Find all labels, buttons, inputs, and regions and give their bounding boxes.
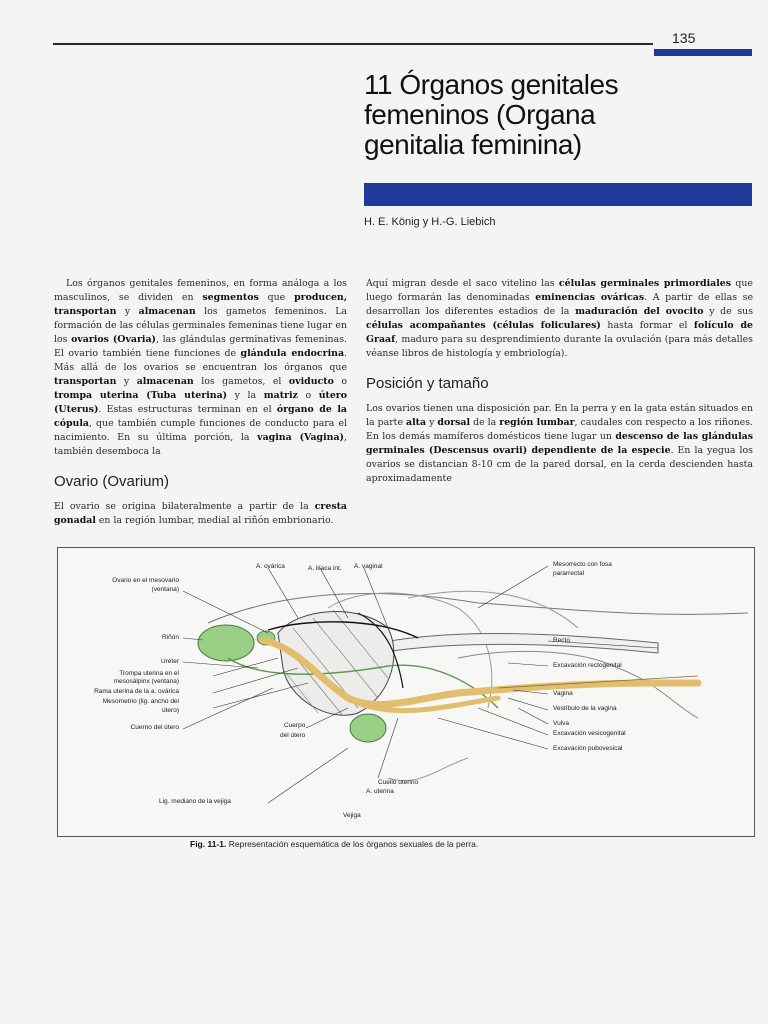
label-mesorectum: Mesorrecto con fosa — [553, 561, 612, 568]
figure-caption — [190, 839, 478, 849]
label-mesometrium: Mesometrio (lig. ancho del — [102, 698, 179, 705]
label-median-ligament: Lig. mediano de la vejiga — [159, 798, 231, 805]
intro-paragraph: Los órganos genitales femeninos, en forma análoga a los masculinos, se dividen en segmentos que producen, transportan y almacenan los gametos femeninos. La formación de las células germinales femeninas tiene lugar en los ovarios (Ovaria), las glándulas germinativas femeninas. El ovario también tiene funciones de glándula endocrina. Más allá de los ovarios se encuentran los órganos que transportan y almacenan los gametos, el oviducto o trompa uterina (Tuba uterina) y la matriz o útero (Uterus). Estas estructuras terminan en el órgano de la cópula, que también cumple funciones de conducto para el nacimiento. En su última porción, la vagina (Vagina), también desemboca la — [54, 278, 348, 457]
label-ovary-window: (ventana) — [151, 586, 179, 593]
label-uterine-artery: A. uterina — [366, 788, 394, 795]
figure-11-1 — [57, 547, 755, 837]
body-paragraph: Los ovarios tienen una disposición par. En la perra y en la gata están situados en la parte alta y dorsal de la región lumbar, caudales con respecto a los riñones. En los demás mamíferos domésticos tiene lugar un descenso de las glándulas germinales (Descensus ovarii) dependiente de la especie. En la yegua los ovarios se distancian 8-10 cm de la pared dorsal, en la cerda descienden hasta aproximadamente — [366, 403, 753, 484]
label-vesicogenital-pouch: Excavación vesicogenital — [553, 730, 626, 737]
chapter-title-line: genitalia feminina) — [364, 129, 582, 161]
left-column — [54, 277, 347, 528]
label-kidney: Riñón — [162, 634, 179, 641]
label-vaginal-artery: A. vaginal — [354, 563, 383, 570]
label-ovary: Ovario en el mesovario — [112, 577, 179, 584]
chapter-authors: H. E. König y H.-G. Liebich — [364, 216, 496, 228]
label-uterine-body-2: del útero — [280, 732, 306, 739]
body-paragraph: El ovario se origina bilateralmente a partir de la cresta gonadal en la región lumbar, medial al riñón embrionario. — [54, 501, 347, 526]
label-ureter: Uréter — [160, 658, 179, 665]
kidney-shape — [198, 625, 254, 661]
label-uterine-tube: Trompa uterina en el — [119, 670, 179, 677]
label-uterine-body: Cuerpo — [284, 722, 306, 729]
label-mesosalpinx: mesosálpinx (ventana) — [113, 678, 179, 685]
chapter-title-line: 11 Órganos genitales — [364, 69, 619, 100]
body-paragraph: Aquí migran desde el saco vitelino las células germinales primordiales que luego formarán las denominadas eminencias ováricas. A partir de ellas se desarrollan los diferentes estadios de la maduración del ovocito y de sus células acompañantes (células foliculares) hasta formar el folículo de Graaf, maduro para su desprendimiento durante la ovulación (para más detalles véanse libros de histología y embriología). — [366, 278, 754, 359]
label-cervix: Cuello uterino — [378, 779, 419, 786]
label-pubovesical-pouch: Excavación pubovesical — [553, 745, 623, 752]
label-bladder: Vejiga — [343, 812, 361, 819]
figure-caption-label: Fig. 11-1. — [190, 839, 227, 849]
label-broad-ligament: útero) — [162, 707, 179, 714]
label-internal-iliac-artery: A. ilíaca int. — [308, 565, 342, 572]
label-uterine-horn: Cuerno del útero — [130, 724, 179, 731]
header-rule — [53, 43, 653, 45]
section-heading: Posición y tamaño — [366, 375, 489, 392]
bladder-shape — [350, 714, 386, 742]
chapter-title — [364, 70, 744, 161]
figure-caption-text: Representación esquemática de los órganos sexuales de la perra. — [226, 839, 479, 849]
section-heading: Ovario (Ovarium) — [54, 473, 170, 490]
label-ovarian-artery: A. ovárica — [256, 563, 285, 570]
label-rectogenital-pouch: Excavación rectogenital — [553, 662, 622, 669]
label-rectum: Recto — [553, 637, 570, 644]
page-number: 135 — [672, 30, 696, 46]
chapter-title-line: femeninos (Organa — [364, 99, 596, 131]
label-uterine-branch: Rama uterina de la a. ovárica — [94, 688, 179, 695]
label-pararectal-fossa: pararrectal — [553, 570, 585, 577]
title-bar — [364, 183, 752, 206]
label-vestibule: Vestíbulo de la vagina — [553, 705, 617, 712]
label-vagina: Vagina — [553, 690, 573, 697]
right-column — [366, 277, 753, 486]
label-vulva: Vulva — [553, 720, 570, 727]
page-number-bar — [654, 49, 752, 56]
